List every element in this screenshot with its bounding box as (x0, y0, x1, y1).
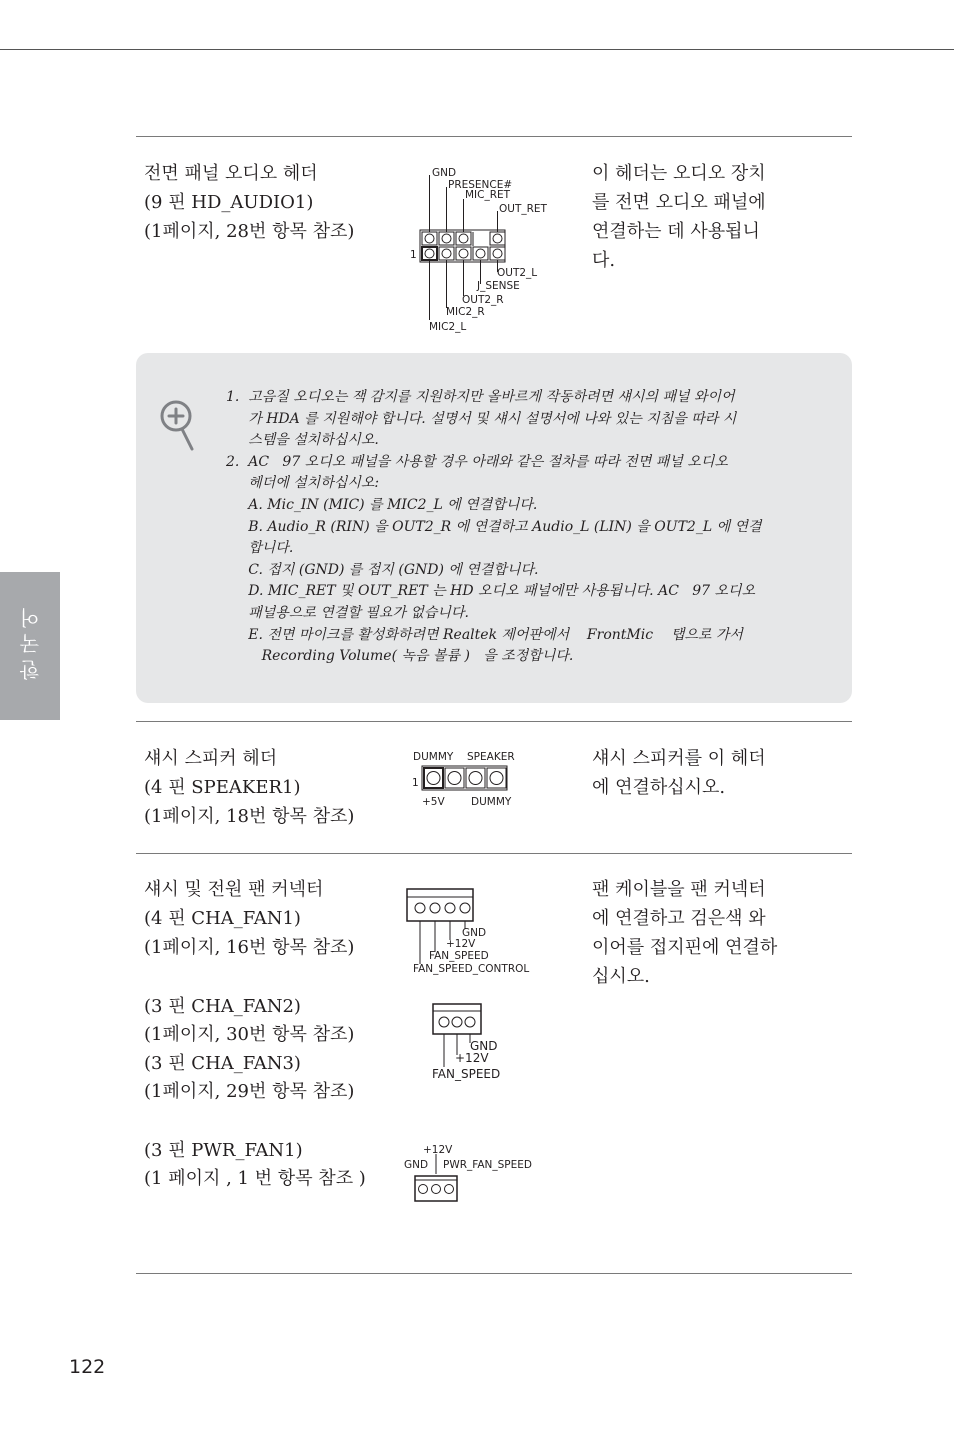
label-pin1: 1 (410, 249, 417, 261)
note-line: A. Mic_IN (MIC) 를 MIC2_L 에 연결합니다. (226, 497, 538, 513)
note-line: B. Audio_R (RIN) 을 OUT2_R 에 연결하고 Audio_L (LIN) 을 OUT2_L 에 연결 (226, 518, 762, 535)
cha-fan23-line-2: (1페이지, 30번 항목 참조) (144, 1024, 355, 1045)
label-speaker-pin1: 1 (412, 777, 419, 789)
section-rule-1 (136, 136, 852, 137)
label-pwr-gnd: GND (404, 1159, 429, 1171)
label-out2-r: OUT2_R (462, 294, 504, 306)
label-pwr-12v: +12V (423, 1144, 453, 1156)
label-fan3-12v: +12V (455, 1051, 489, 1065)
fan-desc-4: 십시오. (592, 966, 650, 987)
hd-audio-title-1: 전면 패널 오디오 헤더 (144, 163, 318, 184)
note-line: 2. AC 97 오디오 패널을 사용할 경우 아래와 같은 절차를 따라 전면 패널 오디오 (226, 453, 728, 470)
label-fan4-speed: FAN_SPEED (429, 950, 489, 962)
note-line: D. MIC_RET 및 OUT_RET 는 HD 오디오 패널에만 사용됩니다. AC 97 오디오 (226, 583, 756, 600)
hd-audio-desc-2: 를 전면 오디오 패널에 (592, 192, 766, 213)
label-mic-ret: MIC_RET (465, 189, 511, 201)
note-line: 1. 고음질 오디오는 잭 감지를 지원하지만 올바르게 작동하려면 섀시의 패널 와이어 (226, 389, 735, 405)
fan-title-1: 섀시 및 전원 팬 커넥터 (144, 879, 324, 900)
label-gnd: GND (432, 167, 457, 179)
cha-fan23-line-4: (1페이지, 29번 항목 참조) (144, 1081, 355, 1102)
label-fan4-speed-control: FAN_SPEED_CONTROL (413, 963, 530, 975)
fan4-pin-diagram (405, 885, 535, 980)
pwr-fan-line-1: (3 핀 PWR_FAN1) (144, 1140, 303, 1161)
section-rule-4 (136, 1273, 852, 1274)
note-line: E. 전면 마이크를 활성화하려면 Realtek 제어판에서 FrontMic 탭으로 가서 (226, 626, 743, 643)
hd-audio-desc-4: 다. (592, 250, 616, 271)
fan-desc-1: 팬 케이블을 팬 커넥터 (592, 879, 766, 900)
language-side-tab (0, 572, 60, 720)
speaker-title-2: (4 핀 SPEAKER1) (144, 777, 301, 798)
section-rule-2 (136, 721, 852, 722)
cha-fan23-line-1: (3 핀 CHA_FAN2) (144, 996, 301, 1017)
label-out-ret: OUT_RET (499, 203, 547, 215)
hd-audio-desc-3: 연결하는 데 사용됩니 (592, 221, 760, 242)
note-line: 합니다. (226, 540, 294, 557)
note-line: C. 접지 (GND) 를 접지 (GND) 에 연결합니다. (226, 561, 539, 578)
note-line: 스템을 설치하십시오. (226, 432, 379, 449)
page-number: 122 (69, 1356, 106, 1378)
label-fan4-12v: +12V (446, 938, 476, 950)
language-tab-label: 한국어 (19, 602, 43, 680)
section-rule-3 (136, 853, 852, 854)
speaker-desc-2: 에 연결하십시오. (592, 777, 726, 798)
hd-audio-title-2: (9 핀 HD_AUDIO1) (144, 192, 314, 213)
label-pwr-fan-speed: PWR_FAN_SPEED (443, 1159, 532, 1171)
note-line: 가 HDA 를 지원해야 합니다. 설명서 및 섀시 설명서에 나와 있는 지침을 따라 시 (226, 410, 737, 427)
hd-audio-title-3: (1페이지, 28번 항목 참조) (144, 221, 355, 242)
fan-title-3: (1페이지, 16번 항목 참조) (144, 937, 355, 958)
note-line: 패널용으로 연결할 필요가 없습니다. (226, 605, 469, 621)
speaker-pin-diagram (405, 745, 535, 810)
label-dummy-top: DUMMY (413, 751, 454, 763)
label-fan3-gnd: GND (470, 1039, 498, 1053)
fan3-pin-diagram (430, 1001, 530, 1086)
label-dummy-bottom: DUMMY (471, 796, 512, 808)
hd-audio-desc-1: 이 헤더는 오디오 장치 (592, 163, 766, 184)
label-j-sense: J_SENSE (477, 280, 520, 292)
top-rule (0, 49, 954, 50)
fan-desc-2: 에 연결하고 검은색 와 (592, 908, 766, 929)
label-plus5v: +5V (422, 796, 445, 808)
label-fan3-speed: FAN_SPEED (432, 1067, 501, 1081)
label-presence: PRESENCE# (448, 179, 513, 191)
label-mic2-l: MIC2_L (429, 321, 467, 333)
speaker-desc-1: 섀시 스피커를 이 헤더 (592, 748, 766, 769)
label-mic2-r: MIC2_R (446, 306, 485, 318)
label-speaker: SPEAKER (467, 751, 515, 763)
label-fan4-gnd: GND (462, 927, 487, 939)
pwr-fan-pin-diagram (402, 1140, 537, 1210)
fan-desc-3: 이어를 접지핀에 연결하 (592, 937, 778, 958)
note-line: 헤더에 설치하십시오: (226, 475, 380, 492)
note-box (136, 353, 852, 703)
label-out2-l: OUT2_L (497, 267, 538, 279)
hd-audio-pin-diagram (405, 160, 555, 340)
pwr-fan-line-2: (1 페이지 , 1 번 항목 참조 ) (144, 1168, 366, 1189)
fan-title-2: (4 핀 CHA_FAN1) (144, 908, 301, 929)
speaker-title-3: (1페이지, 18번 항목 참조) (144, 806, 355, 827)
note-line: Recording Volume( 녹음 볼륨 ) 을 조정합니다. (226, 648, 574, 665)
cha-fan23-line-3: (3 핀 CHA_FAN3) (144, 1053, 301, 1074)
speaker-title-1: 섀시 스피커 헤더 (144, 748, 278, 769)
magnifier-plus-icon (156, 398, 202, 456)
